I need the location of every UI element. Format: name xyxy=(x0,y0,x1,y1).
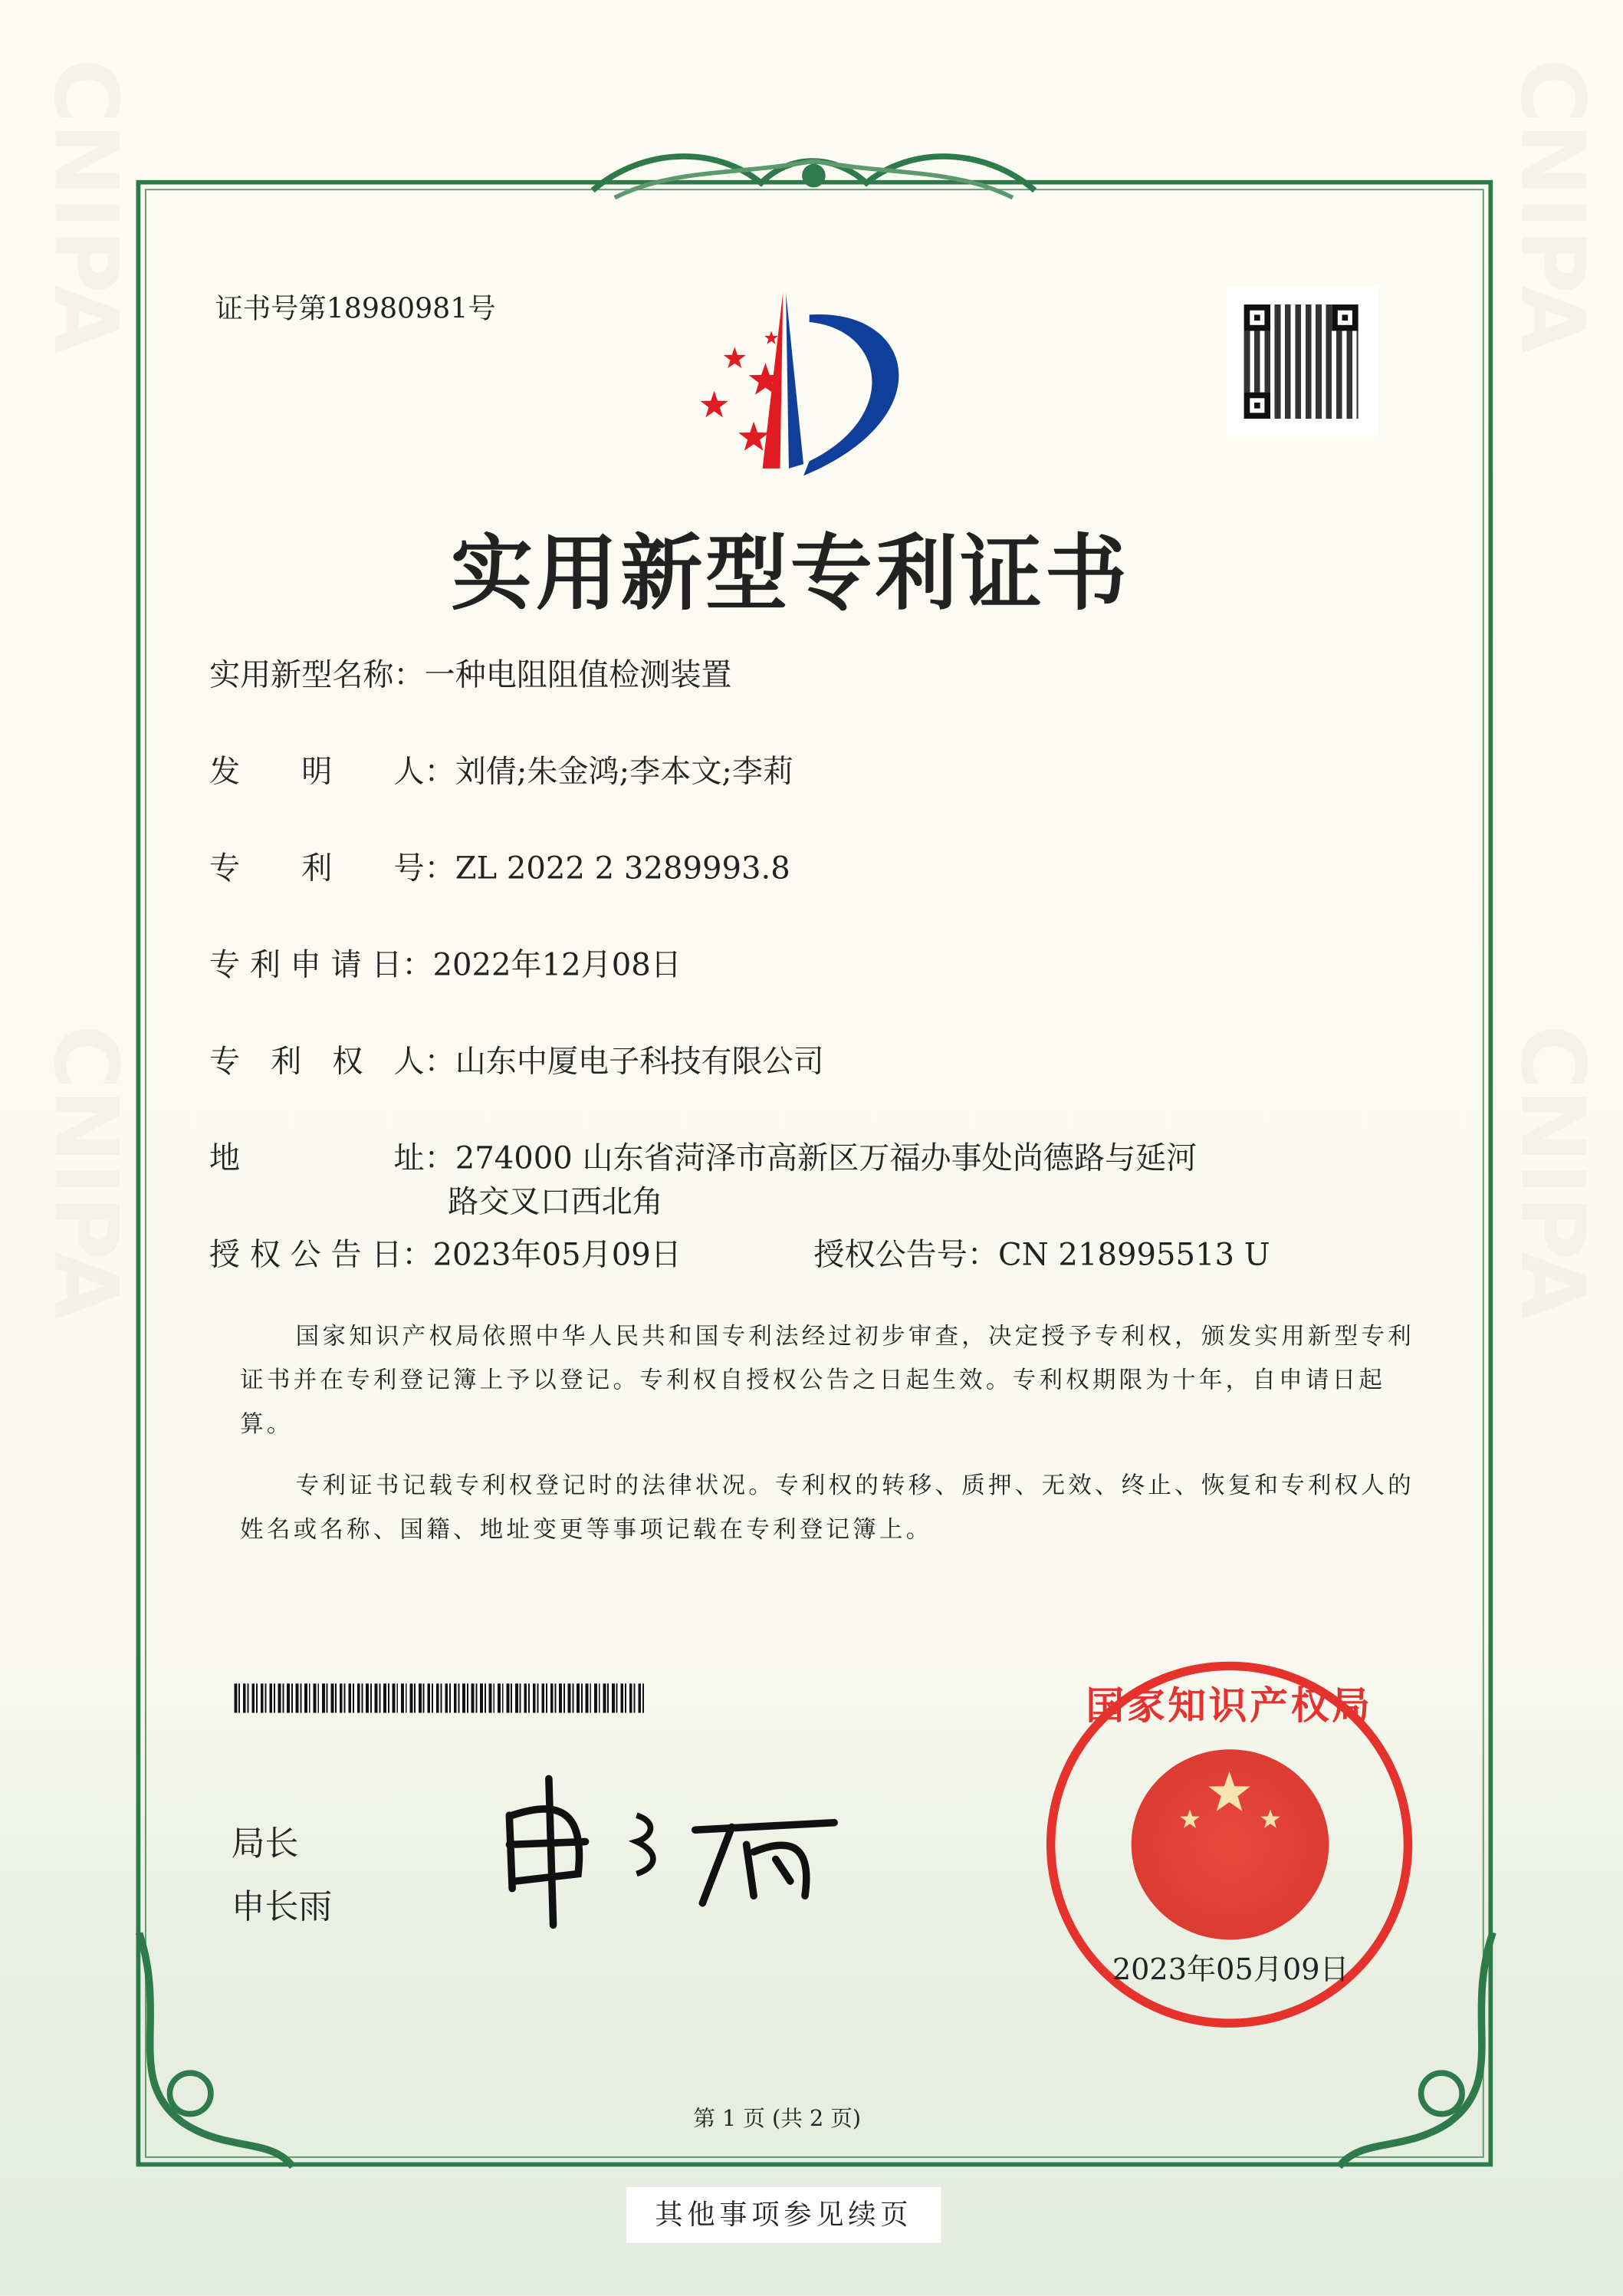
certificate-number: 证书号第18980981号 xyxy=(215,292,496,325)
field-value: 刘倩;朱金鸿;李本文;李莉 xyxy=(455,754,794,789)
qr-code xyxy=(1227,287,1379,436)
seal-text: 国家知识产权局 xyxy=(1086,1685,1373,1729)
watermark xyxy=(41,58,129,354)
field-label: 地 址： xyxy=(209,1140,455,1176)
field-patent-number xyxy=(209,849,790,887)
ornament-top xyxy=(586,139,1043,219)
field-name xyxy=(209,656,732,694)
signature xyxy=(498,1771,849,1933)
watermark xyxy=(1507,1025,1595,1320)
field-label: 专 利 号： xyxy=(209,850,455,886)
paragraph-legal: 专利证书记载专利权登记时的法律状况。专利权的转移、质押、无效、终止、恢复和专利权人的姓名或名称、国籍、地址变更等事项记载在专利登记簿上。 xyxy=(240,1471,1414,1544)
field-inventors xyxy=(209,752,793,791)
field-address-line2: 路交叉口西北角 xyxy=(448,1184,663,1220)
barcode xyxy=(234,1683,644,1712)
field-value: CN 218995513 U xyxy=(997,1237,1270,1272)
field-address xyxy=(209,1139,1197,1177)
continue-note: 其他事项参见续页 xyxy=(626,2187,941,2243)
field-grant-date xyxy=(209,1235,682,1274)
certificate-title: 实用新型专利证书 xyxy=(450,525,1130,623)
field-label: 授权公告号： xyxy=(813,1237,998,1272)
cnipa-logo xyxy=(695,285,937,475)
field-label: 专 利 申 请 日： xyxy=(209,947,433,982)
field-label: 授 权 公 告 日： xyxy=(209,1237,433,1272)
seal-date: 2023年05月09日 xyxy=(1112,1951,1349,1987)
field-label: 实用新型名称： xyxy=(209,657,425,692)
field-application-date xyxy=(209,946,682,984)
field-value: 274000 山东省菏泽市高新区万福办事处尚德路与延河 xyxy=(455,1140,1198,1176)
field-value: 2022年12月08日 xyxy=(432,947,682,982)
field-patentee xyxy=(209,1042,824,1081)
signer-name: 申长雨 xyxy=(231,1888,333,1927)
field-value: 一种电阻阻值检测装置 xyxy=(424,657,732,692)
field-label: 专 利 权 人： xyxy=(209,1044,455,1079)
field-value: ZL 2022 2 3289993.8 xyxy=(455,850,790,886)
field-announcement-number xyxy=(813,1235,1270,1274)
watermark xyxy=(1507,58,1595,354)
watermark xyxy=(41,1025,129,1320)
field-value: 2023年05月09日 xyxy=(432,1237,682,1272)
field-value: 山东中厦电子科技有限公司 xyxy=(455,1044,824,1079)
page-info: 第 1 页 (共 2 页) xyxy=(693,2105,862,2132)
national-emblem xyxy=(1132,1749,1329,1939)
paragraph-grant: 国家知识产权局依照中华人民共和国专利法经过初步审查，决定授予专利权，颁发实用新型专利证书并在专利登记簿上予以登记。专利权自授权公告之日起生效。专利权期限为十年，自申请日起算。 xyxy=(240,1321,1414,1438)
signer-title: 局长 xyxy=(231,1825,299,1864)
ornament-bottom-left xyxy=(124,1933,300,2182)
field-label: 发 明 人： xyxy=(209,754,455,789)
